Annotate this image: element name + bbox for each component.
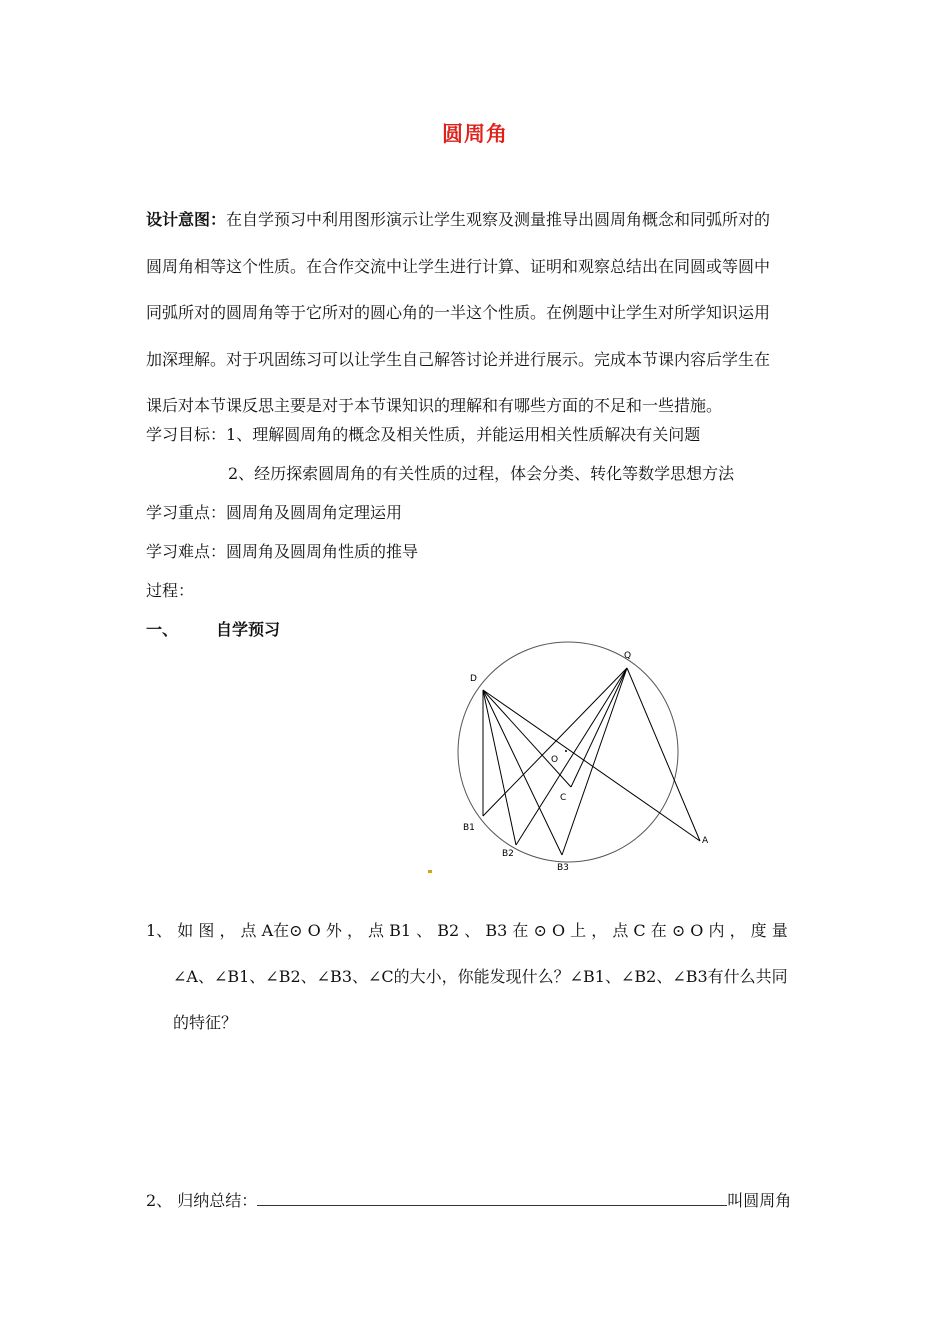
design-intent-line: 加深理解。对于巩固练习可以让学生自己解答讨论并进行展示。完成本节课内容后学生在 [146, 349, 771, 369]
key-point: 学习重点：圆周角及圆周角定理运用 [146, 503, 403, 522]
section-title: 自学预习 [216, 620, 281, 639]
center-point [565, 750, 567, 752]
section-number: 一、 [146, 620, 179, 639]
design-intent-line: 圆周角相等这个性质。在合作交流中让学生进行计算、证明和观察总结出在同圆或等圆中 [146, 256, 771, 276]
page-title: 圆周角 [442, 121, 508, 146]
label-q: Q [624, 651, 632, 661]
question-2-suffix: 叫圆周角 [727, 1191, 792, 1210]
learning-goal-1: 1、理解圆周角的概念及相关性质，并能运用相关性质解决有关问题 [226, 425, 701, 444]
learning-goal-2: 2、经历探索圆周角的有关性质的过程，体会分类、转化等数学思想方法 [228, 464, 735, 483]
label-a: A [702, 836, 709, 846]
circle-o [458, 642, 678, 862]
figure-lines [483, 668, 700, 855]
label-c: C [560, 793, 567, 803]
question-2-prefix: 2、 归纳总结： [146, 1191, 258, 1210]
design-intent-line: 课后对本节课反思主要是对于本节课知识的理解和有哪些方面的不足和一些措施。 [146, 396, 723, 415]
label-b1: B1 [463, 823, 475, 833]
label-d: D [470, 674, 477, 684]
design-intent-line [146, 197, 808, 244]
answer-blank[interactable] [257, 1191, 727, 1206]
question-1-line: 的特征？ [173, 1013, 238, 1032]
question-1-line: ∠A、∠B1、∠B2、∠B3、∠C的大小，你能发现什么？∠B1、∠B2、∠B3有什么共同 [173, 967, 788, 986]
question-1-line: 1、 如 图 ， 点 A在⊙ O 外 ， 点 B1 、 B2 、 B3 在 ⊙ O 上 ， 点 C 在 ⊙ O 内 ， 度 量 [146, 921, 788, 940]
label-b3: B3 [557, 863, 569, 873]
question-1 [146, 908, 808, 1046]
learning-goals-label: 学习目标： [146, 425, 227, 444]
label-b2: B2 [502, 849, 514, 859]
section-heading [146, 617, 280, 640]
process-label: 过程： [146, 581, 195, 600]
design-intent-text: 在自学预习中利用图形演示让学生观察及测量推导出圆周角概念和同弧所对的 [226, 210, 771, 229]
question-2 [146, 1188, 791, 1211]
stray-mark [428, 870, 432, 873]
design-intent-paragraph [146, 197, 808, 430]
label-o: O [551, 755, 559, 765]
design-intent-label: 设计意图： [146, 210, 227, 229]
learning-goals-line [146, 422, 700, 445]
design-intent-line: 同弧所对的圆周角等于它所对的圆心角的一半这个性质。在例题中让学生对所学知识运用 [146, 303, 771, 322]
difficulty: 学习难点：圆周角及圆周角性质的推导 [146, 542, 419, 561]
circle-figure [448, 640, 718, 875]
